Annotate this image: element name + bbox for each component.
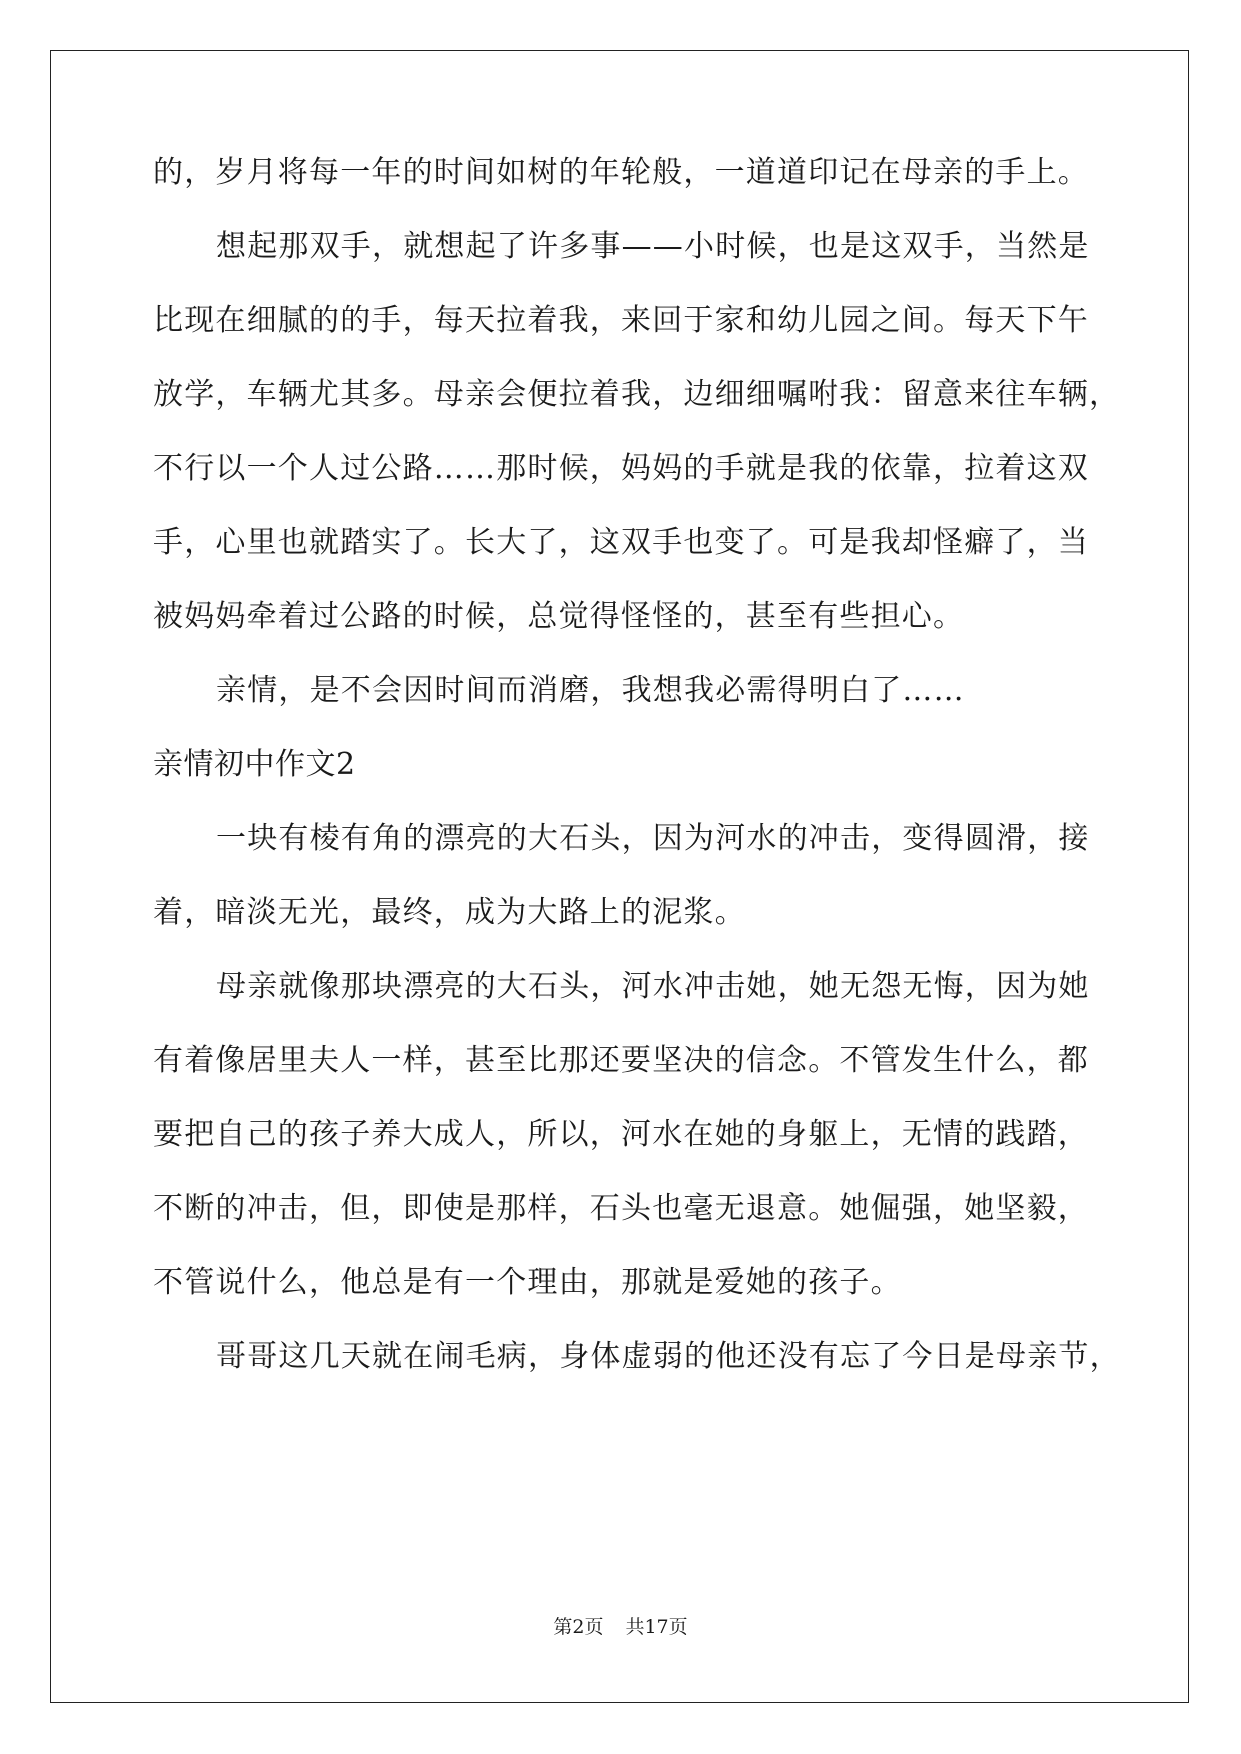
page-number: 第2页 [553,1616,604,1638]
text-line: 不管说什么，他总是有一个理由，那就是爱她的孩子。 [153,1265,902,1300]
section-heading: 亲情初中作文2 [153,747,356,782]
text-line: 的，岁月将每一年的时间如树的年轮般，一道道印记在母亲的手上。 [153,155,1089,190]
text-line: 着，暗淡无光，最终，成为大路上的泥浆。 [153,895,746,930]
paragraph-first-line: 亲情，是不会因时间而消磨，我想我必需得明白了…… [216,673,965,708]
paragraph-first-line: 母亲就像那块漂亮的大石头，河水冲击她，她无怨无悔，因为她 [216,969,1090,1004]
page-total: 共17页 [625,1616,688,1638]
paragraph-first-line: 哥哥这几天就在闹毛病，身体虚弱的他还没有忘了今日是母亲节， [216,1339,1121,1374]
text-line: 放学，车辆尤其多。母亲会便拉着我，边细细嘱咐我：留意来往车辆， [153,377,1121,412]
paragraph-first-line: 一块有棱有角的漂亮的大石头，因为河水的冲击，变得圆滑，接 [216,821,1090,856]
text-line: 要把自己的孩子养大成人，所以，河水在她的身躯上，无情的践踏， [153,1117,1089,1152]
text-line: 被妈妈牵着过公路的时候，总觉得怪怪的，甚至有些担心。 [153,599,965,634]
text-line: 不断的冲击，但，即使是那样，石头也毫无退意。她倔强，她坚毅， [153,1191,1089,1226]
text-line: 手，心里也就踏实了。长大了，这双手也变了。可是我却怪癖了，当 [153,525,1089,560]
page-border [50,50,1189,1703]
page-footer [0,1615,1241,1639]
text-line: 比现在细腻的的手，每天拉着我，来回于家和幼儿园之间。每天下午 [153,303,1089,338]
text-line: 有着像居里夫人一样，甚至比那还要坚决的信念。不管发生什么，都 [153,1043,1089,1078]
text-line: 不行以一个人过公路……那时候，妈妈的手就是我的依靠，拉着这双 [153,451,1089,486]
paragraph-first-line: 想起那双手，就想起了许多事——小时候，也是这双手，当然是 [216,229,1090,264]
